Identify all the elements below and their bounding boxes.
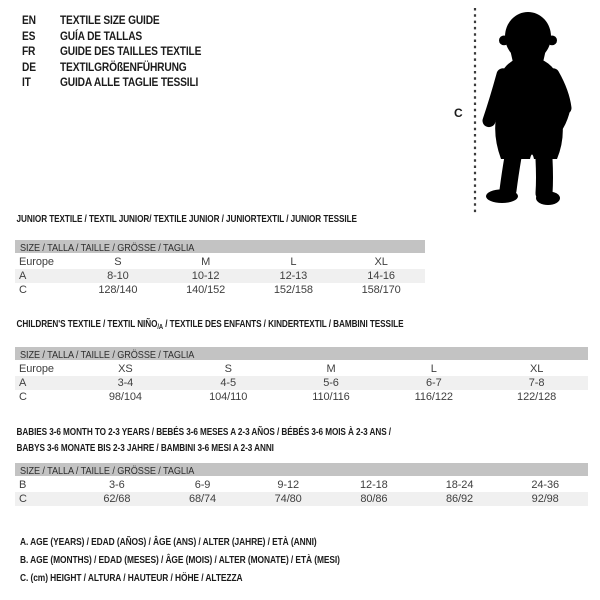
babies-size-table — [15, 463, 588, 506]
table-cell: 98/104 — [108, 391, 142, 403]
row-label: C — [19, 284, 27, 296]
table-cell: S — [224, 363, 232, 375]
size-header-label: SIZE / TALLA / TAILLE / GRÖSSE / TAGLIA — [20, 242, 195, 254]
table-cell: 152/158 — [273, 284, 313, 296]
language-title: GUÍA DE TALLAS — [60, 28, 143, 43]
title-subscript: /A — [157, 322, 164, 331]
table-cell: 140/152 — [186, 284, 226, 296]
table-cell: 6-7 — [425, 377, 442, 389]
size-header-bar — [15, 347, 588, 360]
table-cell: 7-8 — [528, 377, 545, 389]
row-label: C — [19, 493, 27, 505]
section-babies-textile — [15, 424, 588, 506]
height-marker-label: C — [454, 106, 463, 120]
table-cell: XL — [529, 363, 544, 375]
table-cell: 62/68 — [103, 493, 131, 505]
table-row-b — [15, 478, 588, 492]
toddler-silhouette-icon — [482, 10, 574, 206]
table-cell: 12-13 — [279, 270, 308, 282]
table-cell: 80/86 — [360, 493, 388, 505]
language-title: TEXTILE SIZE GUIDE — [60, 13, 160, 27]
language-row-de — [22, 60, 226, 76]
language-title-list — [22, 13, 226, 91]
language-row-es — [22, 29, 226, 45]
row-label: C — [19, 391, 27, 403]
language-title: TEXTILGRÖßENFÜHRUNG — [60, 59, 187, 74]
table-cell: 92/98 — [531, 493, 559, 505]
table-cell: S — [114, 256, 122, 268]
table-cell: 104/110 — [209, 391, 248, 403]
table-row-europe — [15, 362, 588, 376]
table-cell: L — [290, 256, 297, 268]
table-cell: M — [326, 363, 336, 375]
table-row-a — [15, 269, 425, 283]
size-header-bar — [15, 240, 425, 253]
table-row-c — [15, 390, 588, 404]
table-cell: 18-24 — [445, 479, 474, 491]
footnote-c: C. (cm) HEIGHT / ALTURA / HAUTEUR / HÖHE / ALTEZZA — [20, 572, 243, 584]
table-cell: 14-16 — [367, 270, 395, 282]
section-title: JUNIOR TEXTILE / TEXTIL JUNIOR/ TEXTILE JUNIOR / JUNIORTEXTIL / JUNIOR TESSILE — [16, 213, 357, 225]
table-cell: 6-9 — [194, 479, 211, 491]
language-row-en — [22, 13, 226, 29]
table-cell: 122/128 — [517, 391, 557, 403]
table-cell: 10-12 — [191, 270, 220, 282]
footnote-a: A. AGE (YEARS) / EDAD (AÑOS) / ÂGE (ANS) / ALTER (JAHRE) / ETÀ (ANNI) — [20, 536, 317, 548]
language-code: IT — [22, 75, 31, 89]
height-dashed-line-icon — [473, 8, 477, 214]
legend-footnotes — [20, 533, 420, 587]
footnote-b: B. AGE (MONTHS) / EDAD (MESES) / ÂGE (MOIS) / ALTER (MONATE) / ETÀ (MESI) — [20, 554, 340, 566]
section-childrens-textile — [15, 318, 588, 404]
title-text: CHILDREN'S TEXTILE / TEXTIL NIÑO — [16, 318, 158, 330]
table-cell: 128/140 — [98, 284, 138, 296]
language-code: DE — [22, 59, 36, 74]
table-cell: 4-5 — [220, 377, 236, 389]
row-label: A — [19, 270, 27, 282]
table-cell: XS — [118, 363, 133, 375]
table-cell: 5-6 — [323, 377, 339, 389]
title-line-2: BABYS 3-6 MONATE BIS 2-3 JAHRE / BAMBINI 3-6 MESI A 2-3 ANNI — [16, 442, 274, 454]
table-cell: 8-10 — [107, 270, 129, 282]
size-header-bar — [15, 463, 588, 476]
row-label: A — [19, 377, 27, 389]
table-cell: 3-6 — [109, 479, 125, 491]
size-header-label: SIZE / TALLA / TAILLE / GRÖSSE / TAGLIA — [20, 465, 195, 477]
table-cell: L — [430, 363, 437, 375]
table-cell: 3-4 — [117, 377, 134, 389]
table-cell: 9-12 — [277, 479, 299, 491]
table-cell: 116/122 — [414, 391, 453, 403]
junior-size-table — [15, 240, 425, 297]
language-title: GUIDE DES TAILLES TEXTILE — [60, 44, 202, 58]
height-figure — [452, 6, 584, 216]
language-row-it — [22, 75, 226, 91]
table-cell: 68/74 — [188, 493, 217, 505]
section-junior-textile — [15, 213, 425, 297]
table-cell: 12-18 — [360, 479, 388, 491]
table-cell: 24-36 — [531, 479, 560, 491]
row-label: Europe — [19, 256, 54, 268]
section-title — [15, 318, 462, 333]
row-label: B — [19, 479, 27, 491]
row-label: Europe — [19, 363, 54, 375]
language-code: ES — [22, 28, 36, 43]
title-line-1: BABIES 3-6 MONTH TO 2-3 YEARS / BEBÉS 3-6 MESES A 2-3 AÑOS / BÉBÉS 3-6 MOIS À 2-3 ANS / — [16, 426, 392, 438]
table-row-c — [15, 283, 425, 297]
section-title — [15, 424, 462, 456]
table-row-europe — [15, 255, 425, 269]
size-header-label: SIZE / TALLA / TAILLE / GRÖSSE / TAGLIA — [20, 349, 195, 361]
table-row-a — [15, 376, 588, 390]
table-cell: 110/116 — [312, 391, 350, 403]
title-text: / TEXTILE DES ENFANTS / KINDERTEXTIL / BAMBINI TESSILE — [163, 318, 404, 330]
language-code: FR — [22, 44, 36, 58]
language-title: GUIDA ALLE TAGLIE TESSILI — [60, 75, 199, 89]
table-row-c — [15, 492, 588, 506]
table-cell: 74/80 — [274, 493, 302, 505]
table-cell: M — [201, 256, 211, 268]
table-cell: 86/92 — [446, 493, 474, 505]
children-size-table — [15, 347, 588, 404]
table-cell: 158/170 — [361, 284, 401, 296]
language-row-fr — [22, 44, 226, 60]
language-code: EN — [22, 13, 36, 27]
table-cell: XL — [374, 256, 388, 268]
